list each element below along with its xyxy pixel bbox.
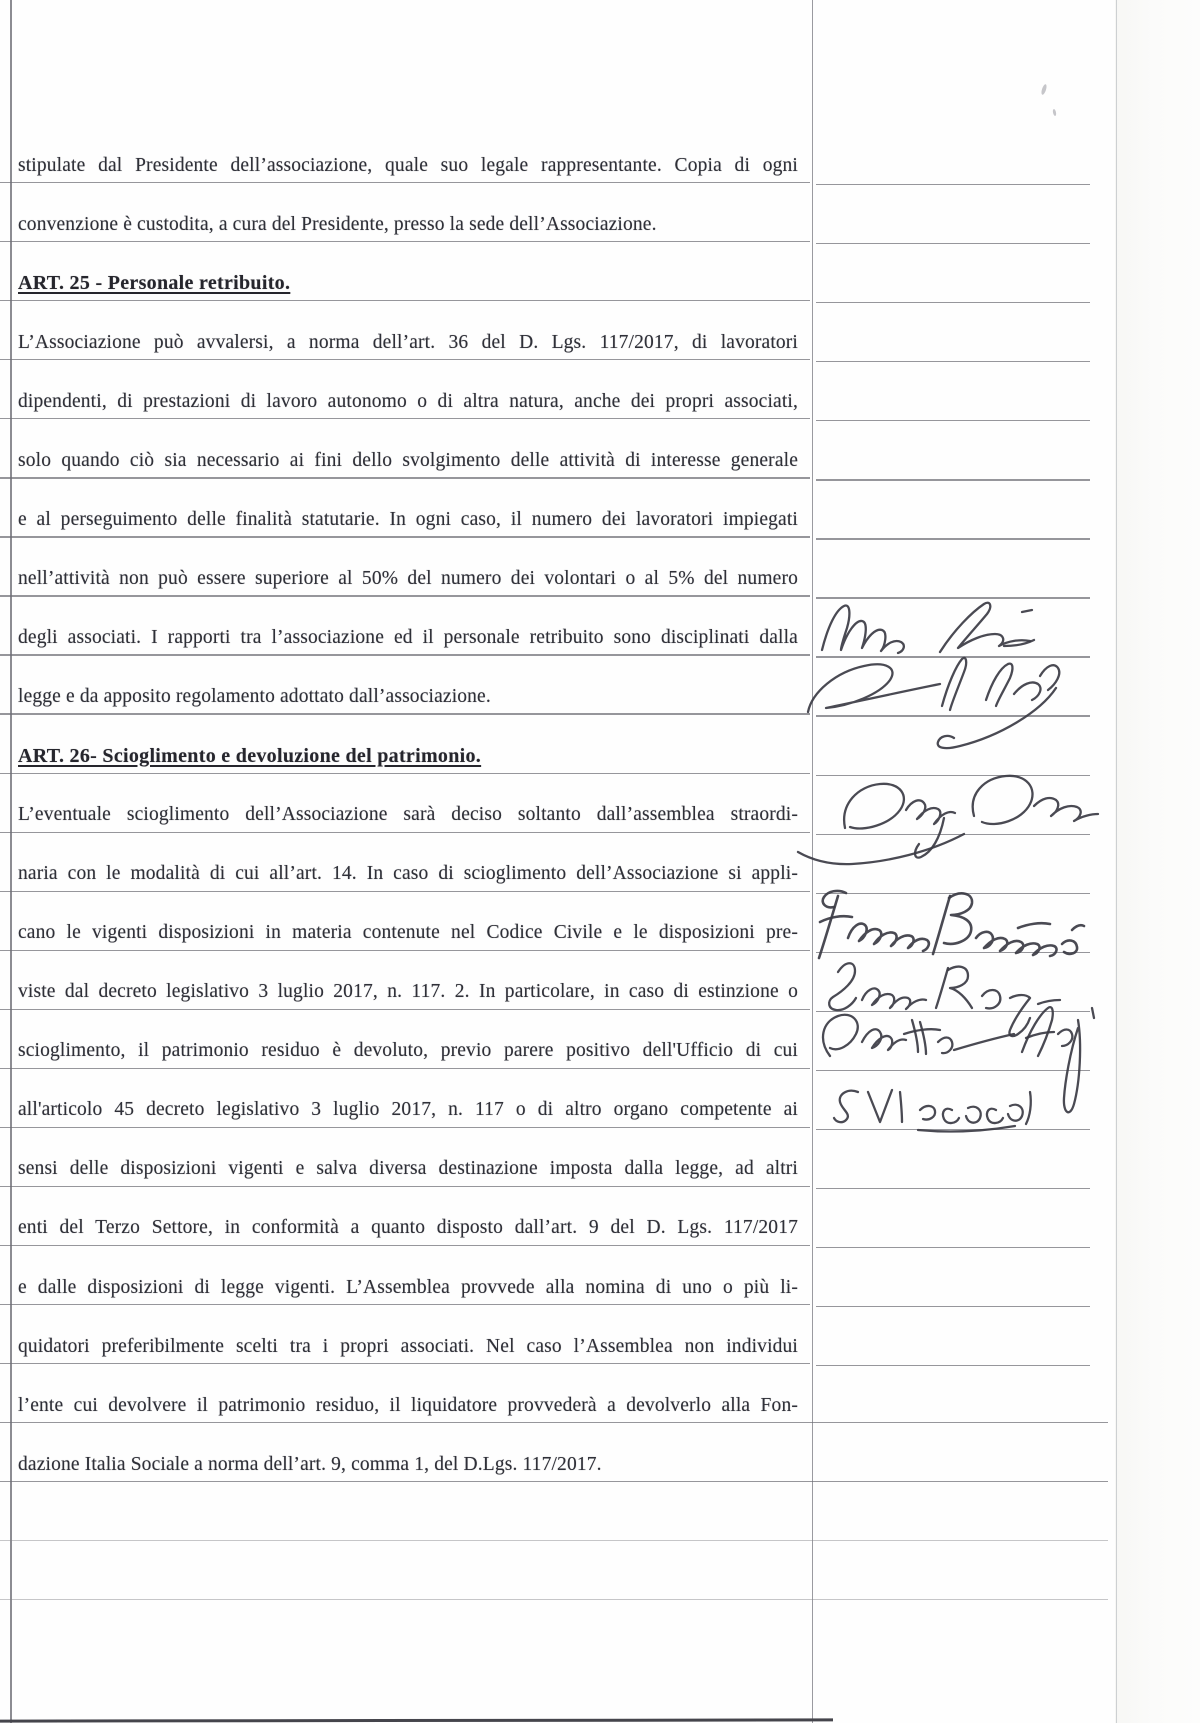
line-text: sensi delle disposizioni vigenti e salva diversa destinazione imposta dalla legge, ad altri xyxy=(18,1158,798,1180)
line-text: quidatori preferibilmente scelti tra i propri associati. Nel caso l’Assemblea non individui xyxy=(18,1335,798,1357)
signature-7 xyxy=(834,1090,1031,1131)
line-text: ART. 26- Scioglimento e devoluzione del patrimonio. xyxy=(18,744,482,767)
line-text: L’Associazione può avvalersi, a norma dell’art. 36 del D. Lgs. 117/2017, di lavoratori xyxy=(18,331,798,353)
line-text: dipendenti, di prestazioni di lavoro autonomo o di altra natura, anche dei propri associati, xyxy=(18,390,798,412)
line-text: solo quando ciò sia necessario ai fini dello svolgimento delle attività di interesse generale xyxy=(18,449,798,471)
signature-3 xyxy=(798,776,1098,864)
line-text: e al perseguimento delle finalità statutarie. In ogni caso, il numero dei lavoratori impiegati xyxy=(18,508,798,530)
line-text: convenzione è custodita, a cura del Presidente, presso la sede dell’Associazione. xyxy=(18,213,657,235)
line-text: dazione Italia Sociale a norma dell’art. 9, comma 1, del D.Lgs. 117/2017. xyxy=(18,1453,602,1475)
line-text: enti del Terzo Settore, in conformità a quanto disposto dall’art. 9 del D. Lgs. 117/2017 xyxy=(18,1217,798,1239)
line-text: L’eventuale scioglimento dell’Associazione sarà deciso soltanto dall’assemblea straordi- xyxy=(18,804,798,826)
signature-6 xyxy=(823,1007,1094,1112)
line-text: legge e da apposito regolamento adottato dall’associazione. xyxy=(18,686,491,708)
line-text: all'articolo 45 decreto legislativo 3 luglio 2017, n. 117 o di altro organo competente ai xyxy=(18,1099,798,1121)
signature-5 xyxy=(829,963,1060,1036)
line-text: cano le vigenti disposizioni in materia contenute nel Codice Civile e le disposizioni pre- xyxy=(18,922,798,944)
line-text: e dalle disposizioni di legge vigenti. L’Assemblea provvede alla nomina di uno o più li- xyxy=(18,1276,798,1298)
signature-1 xyxy=(822,603,1034,653)
line-text: degli associati. I rapporti tra l’associazione ed il personale retribuito sono disciplinati dalla xyxy=(18,626,798,648)
signature-4 xyxy=(819,891,1084,958)
line-text: l’ente cui devolvere il patrimonio residuo, il liquidatore provvederà a devolverlo alla Fon- xyxy=(18,1394,798,1416)
line-text: ART. 25 - Personale retribuito. xyxy=(18,272,291,295)
line-text: scioglimento, il patrimonio residuo è devoluto, previo parere positivo dell'Ufficio di cui xyxy=(18,1040,798,1062)
line-text: stipulate dal Presidente dell’associazione, quale suo legale rappresentante. Copia di ogni xyxy=(18,154,798,176)
line-text: viste dal decreto legislativo 3 luglio 2017, n. 117. 2. In particolare, in caso di estinzione o xyxy=(18,981,798,1003)
line-text: naria con le modalità di cui all’art. 14. In caso di scioglimento dell’Associazione si appli- xyxy=(18,863,798,885)
signature-2 xyxy=(808,658,1059,748)
line-text: nell’attività non può essere superiore al 50% del numero dei volontari o al 5% del numero xyxy=(18,567,798,589)
